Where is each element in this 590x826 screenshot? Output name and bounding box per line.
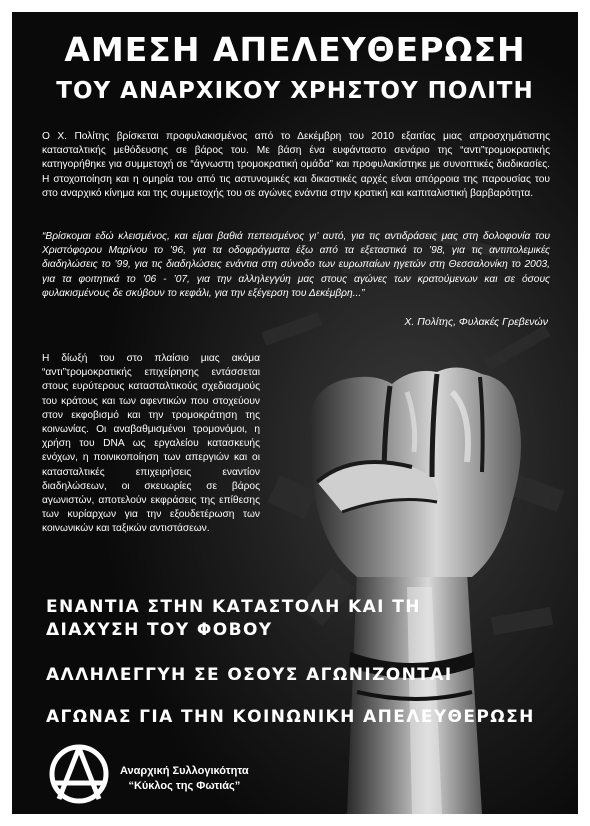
page-subtitle: ΤΟΥ ΑΝΑΡΧΙΚΟΥ ΧΡΗΣΤΟΥ ΠΟΛΙΤΗ	[56, 78, 534, 104]
slogan-repression-line2: ΔΙΑΧΥΣΗ ΤΟΥ ΦΟΒΟΥ	[46, 620, 273, 640]
poster	[12, 12, 578, 814]
slogan-repression-line1: ΕΝΑΝΤΙΑ ΣΤΗΝ ΚΑΤΑΣΤΟΛΗ ΚΑΙ ΤΗ	[46, 597, 421, 617]
side-paragraph: Η δίωξή του στο πλαίσιο μιας ακόμα “αντι”τρομοκρατικής επιχείρησης εντάσσεται στους ευρύτερους κατασταλτικούς σχεδιασμούς του κράτους και των αφεντικών που στοχεύουν στον εκφοβισμό και την τρομοκράτηση της κοινωνίας. Οι αναβαθμισμένοι τρομονόμοι, η χρήση του DNA ως εργαλείου κατασκευής ενόχων, η ποινικοποίηση των απεργιών και οι κατασταλτικές επιχειρήσεις εναντίον διαδηλώσεων, οι σκευωρίες σε βάρος αγωνιστών, αποτελούν εκφράσεις της επίθεσης των κυρίαρχων για την εξουδετέρωση των κοινωνικών και ταξικών αντιστάσεων.	[42, 353, 260, 535]
slogan-repression	[46, 596, 421, 642]
slogan-liberation: ΑΓΩΝΑΣ ΓΙΑ ΤΗΝ ΚΟΙΝΩΝΙΚΗ ΑΠΕΛΕΥΘΕΡΩΣΗ	[46, 707, 535, 727]
signature-collective: Αναρχική Συλλογικότητα	[120, 765, 249, 777]
intro-paragraph: Ο Χ. Πολίτης βρίσκεται προφυλακισμένος από το Δεκέμβρη του 2010 εξαιτίας μιας απροσχημάτιστης κατασταλτικής μεθόδευσης σε βάρος του. Με βάση ένα ευφάνταστο σενάριο της “αντι”τρομοκρατικής κατηγορήθηκε για συμμετοχή σε “άγνωστη τρομοκρατική ομάδα” και προφυλακίστηκε με συνοπτικές διαδικασίες. Η στοχοποίηση και η ομηρία του από τις αστυνομικές και δικαστικές αρχές είναι απόρροια της παρουσίας του στο αναρχικό κίνημα και της συμμετοχής του σε αγώνες ενάντια στην κρατική και καπιταλιστική βαρβαρότητα.	[42, 131, 550, 199]
anarchy-circle-a-icon	[48, 743, 110, 805]
page-title: ΑΜΕΣΗ ΑΠΕΛΕΥΘΕΡΩΣΗ	[64, 30, 526, 69]
quote-author: Χ. Πολίτης, Φυλακές Γρεβενών	[404, 316, 548, 328]
quote-paragraph: “Βρίσκομαι εδώ κλεισμένος, και είμαι βαθιά πεπεισμένος γι’ αυτό, για τις αντιδράσεις μας στη δολοφονία του Χριστόφορου Μαρίνου το ’96, για τα οδοφράγματα έξω από τα εξεταστικά το ’98, για τις αντιπολεμικές διαδηλώσεις το ’99, για τις διαδηλώσεις ενάντια στη σύνοδο των ευρωπαίων ηγετών στη Θεσσαλονίκη το 2003, για τα φοιτητικά το ’06 - ’07, για την αλληλεγγύη μας στους αγώνες των κρατούμενων και σε όσους φυλακισμένους δε σκύβουν το κεφάλι, για την εξέγερση του Δεκέμβρη...”	[42, 231, 550, 299]
signature-name: “Κύκλος της Φωτιάς”	[128, 780, 241, 792]
slogan-solidarity: ΑΛΛΗΛΕΓΓΥΗ ΣΕ ΟΣΟΥΣ ΑΓΩΝΙΖΟΝΤΑΙ	[46, 665, 453, 685]
signature	[120, 764, 249, 794]
